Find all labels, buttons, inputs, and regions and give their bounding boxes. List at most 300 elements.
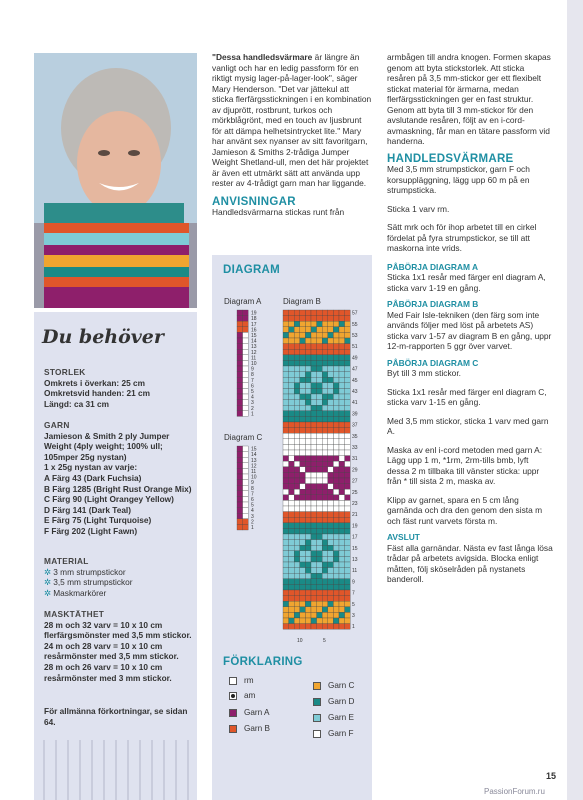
chart-cell bbox=[311, 467, 317, 473]
chart-cell bbox=[305, 584, 311, 590]
chart-cell bbox=[317, 310, 323, 316]
row-label: 57 bbox=[352, 310, 358, 317]
chart-cell bbox=[317, 489, 323, 495]
chart-cell bbox=[300, 338, 306, 344]
chart-cell bbox=[294, 489, 300, 495]
chart-cell bbox=[328, 461, 334, 467]
chart-cell bbox=[305, 551, 311, 557]
list-item-text: C Färg 90 (Light Orangey Yellow) bbox=[44, 494, 174, 505]
chart-cell bbox=[317, 439, 323, 445]
chart-cell bbox=[294, 534, 300, 540]
chart-cell bbox=[328, 601, 334, 607]
chart-cell bbox=[305, 461, 311, 467]
chart-cell bbox=[333, 400, 339, 406]
chart-cell bbox=[305, 456, 311, 462]
chart-cell bbox=[237, 491, 243, 497]
chart-cell bbox=[345, 355, 351, 361]
chart-cell bbox=[289, 344, 295, 350]
row-label: 6 bbox=[251, 497, 254, 503]
chart-cell bbox=[317, 607, 323, 613]
chart-cell bbox=[237, 383, 243, 389]
chart-cell bbox=[317, 534, 323, 540]
chart-cell bbox=[283, 338, 289, 344]
chart-cell bbox=[294, 506, 300, 512]
chart-cell bbox=[289, 556, 295, 562]
chart-cell bbox=[311, 461, 317, 467]
chart-cell bbox=[339, 545, 345, 551]
col-label: 10 bbox=[297, 638, 303, 644]
chart-cell bbox=[283, 573, 289, 579]
chart-cell bbox=[345, 624, 351, 630]
chart-cell bbox=[317, 545, 323, 551]
chart-cell bbox=[305, 523, 311, 529]
chart-cell bbox=[345, 534, 351, 540]
chart-cell bbox=[322, 478, 328, 484]
chart-cell bbox=[300, 428, 306, 434]
legend-label: am bbox=[244, 691, 256, 700]
chart-cell bbox=[237, 310, 243, 316]
chart-cell bbox=[339, 422, 345, 428]
chart-cell bbox=[333, 551, 339, 557]
diagram-b-heading: PÅBÖRJA DIAGRAM B bbox=[387, 299, 479, 309]
chart-cell bbox=[345, 433, 351, 439]
chart-cell bbox=[317, 400, 323, 406]
chart-cell bbox=[311, 344, 317, 350]
chart-cell bbox=[345, 316, 351, 322]
row-label: 2 bbox=[251, 405, 254, 412]
list-item-text: D Färg 141 (Dark Teal) bbox=[44, 504, 131, 515]
chart-cell bbox=[328, 478, 334, 484]
instr-c2: Sticka 1x1 resår med färger enl diagram C, sticka varv 1-15 en gång. bbox=[387, 386, 547, 407]
chart-cell bbox=[345, 349, 351, 355]
row-label: 51 bbox=[352, 344, 358, 351]
chart-cell bbox=[289, 624, 295, 630]
chart-cell bbox=[289, 383, 295, 389]
chart-cell bbox=[339, 551, 345, 557]
chart-cell bbox=[300, 478, 306, 484]
row-label: 49 bbox=[352, 355, 358, 362]
chart-cell bbox=[311, 478, 317, 484]
chart-cell bbox=[294, 568, 300, 574]
chart-cell bbox=[339, 349, 345, 355]
chart-cell bbox=[237, 452, 243, 458]
chart-cell bbox=[333, 584, 339, 590]
chart-cell bbox=[328, 618, 334, 624]
chart-cell bbox=[283, 433, 289, 439]
chart-cell bbox=[328, 411, 334, 417]
chart-cell bbox=[283, 405, 289, 411]
chart-cell bbox=[339, 383, 345, 389]
chart-cell bbox=[317, 416, 323, 422]
list-item-text: B Färg 1285 (Bright Rust Orange Mix) bbox=[44, 483, 192, 494]
instr-c4: Maska av enl i-cord metoden med garn A: Lägg upp 1 m, *1rm, 2rm-tills bmb, lyft dessa 2 m tillbaka till vänster sticka: uppr från * till sista 2 m, maska av. bbox=[387, 444, 543, 486]
list-item-text: 3,5 mm strumpstickor bbox=[53, 577, 133, 588]
chart-cell bbox=[300, 456, 306, 462]
chart-cell bbox=[339, 472, 345, 478]
row-label: 1 bbox=[251, 525, 254, 531]
chart-cell bbox=[283, 383, 289, 389]
chart-cell bbox=[311, 349, 317, 355]
legend-label: Garn B bbox=[244, 724, 270, 733]
chart-cell bbox=[333, 450, 339, 456]
chart-cell bbox=[289, 506, 295, 512]
chart-cell bbox=[322, 355, 328, 361]
row-label: 39 bbox=[352, 411, 358, 418]
chart-cell bbox=[294, 366, 300, 372]
chart-cell bbox=[345, 568, 351, 574]
row-label: 21 bbox=[352, 512, 358, 519]
chart-cell bbox=[289, 545, 295, 551]
chart-cell bbox=[289, 450, 295, 456]
chart-cell bbox=[283, 534, 289, 540]
chart-cell bbox=[345, 506, 351, 512]
chart-cell bbox=[317, 366, 323, 372]
chart-cell bbox=[305, 545, 311, 551]
chart-cell bbox=[317, 624, 323, 630]
row-label: 4 bbox=[251, 394, 254, 401]
chart-cell bbox=[339, 360, 345, 366]
chart-cell bbox=[345, 579, 351, 585]
chart-cell bbox=[322, 411, 328, 417]
chart-cell bbox=[322, 467, 328, 473]
instr-p2: Med 3,5 mm strumpstickor, garn F och korsuppläggning, lägg upp 60 m på en strumpsticka. bbox=[387, 164, 530, 195]
chart-cell bbox=[311, 428, 317, 434]
chart-cell bbox=[339, 327, 345, 333]
list-item-text: Omkrets i överkan: 25 cm bbox=[44, 377, 145, 388]
chart-cell bbox=[300, 467, 306, 473]
chart-cell bbox=[237, 338, 243, 344]
chart-cell bbox=[339, 579, 345, 585]
chart-cell bbox=[345, 388, 351, 394]
chart-cell bbox=[333, 523, 339, 529]
chart-cell bbox=[328, 439, 334, 445]
chart-cell bbox=[345, 478, 351, 484]
chart-cell bbox=[294, 383, 300, 389]
chart-cell bbox=[328, 568, 334, 574]
chart-cell bbox=[339, 394, 345, 400]
chart-cell bbox=[289, 534, 295, 540]
chart-cell bbox=[294, 618, 300, 624]
chart-cell bbox=[300, 444, 306, 450]
chart-cell bbox=[339, 624, 345, 630]
chart-cell bbox=[283, 584, 289, 590]
chart-cell bbox=[243, 355, 249, 361]
chart-cell bbox=[311, 433, 317, 439]
chart-cell bbox=[283, 467, 289, 473]
row-label: 47 bbox=[352, 366, 358, 373]
chart-cell bbox=[328, 450, 334, 456]
chart-cell bbox=[243, 388, 249, 394]
chart-cell bbox=[333, 349, 339, 355]
chart-cell bbox=[322, 517, 328, 523]
chart-cell bbox=[333, 568, 339, 574]
row-label: 1 bbox=[251, 411, 254, 418]
chart-cell bbox=[283, 327, 289, 333]
chart-cell bbox=[311, 624, 317, 630]
chart-cell bbox=[333, 444, 339, 450]
chart-cell bbox=[339, 495, 345, 501]
chart-cell bbox=[243, 474, 249, 480]
chart-cell bbox=[289, 439, 295, 445]
chart-cell bbox=[322, 327, 328, 333]
chart-cell bbox=[333, 596, 339, 602]
chart-cell bbox=[283, 428, 289, 434]
chart-cell bbox=[300, 607, 306, 613]
chart-cell bbox=[311, 355, 317, 361]
chart-cell bbox=[300, 383, 306, 389]
chart-cell bbox=[243, 480, 249, 486]
chart-cell bbox=[300, 556, 306, 562]
chart-cell bbox=[243, 327, 249, 333]
chart-cell bbox=[243, 468, 249, 474]
chart-cell bbox=[300, 416, 306, 422]
chart-cell bbox=[311, 517, 317, 523]
chart-cell bbox=[317, 484, 323, 490]
chart-cell bbox=[305, 517, 311, 523]
chart-cell bbox=[300, 377, 306, 383]
chart-cell bbox=[345, 601, 351, 607]
list-item-text: 3 mm strumpstickor bbox=[53, 566, 126, 577]
chart-cell bbox=[345, 332, 351, 338]
chart-cell bbox=[311, 400, 317, 406]
size-heading: STORLEK bbox=[44, 367, 86, 377]
row-label: 37 bbox=[352, 422, 358, 429]
chart-cell bbox=[289, 601, 295, 607]
chart-cell bbox=[243, 383, 249, 389]
chart-cell bbox=[339, 416, 345, 422]
chart-cell bbox=[294, 394, 300, 400]
chart-cell bbox=[289, 310, 295, 316]
chart-cell bbox=[317, 584, 323, 590]
chart-cell bbox=[345, 310, 351, 316]
chart-cell bbox=[333, 433, 339, 439]
chart-cell bbox=[345, 562, 351, 568]
chart-cell bbox=[289, 394, 295, 400]
chart-cell bbox=[322, 456, 328, 462]
row-label: 12 bbox=[251, 463, 257, 470]
chart-cell bbox=[237, 457, 243, 463]
chart-cell bbox=[300, 484, 306, 490]
row-label: 14 bbox=[251, 452, 257, 459]
chart-cell bbox=[328, 545, 334, 551]
chart-cell bbox=[311, 540, 317, 546]
chart-cell bbox=[311, 489, 317, 495]
chart-cell bbox=[243, 394, 249, 400]
chart-cell bbox=[305, 327, 311, 333]
chart-cell bbox=[333, 416, 339, 422]
diagram-c-heading: PÅBÖRJA DIAGRAM C bbox=[387, 357, 479, 368]
chart-cell bbox=[305, 500, 311, 506]
chart-cell bbox=[311, 556, 317, 562]
chart-cell bbox=[322, 523, 328, 529]
chart-cell bbox=[345, 405, 351, 411]
chart-cell bbox=[317, 596, 323, 602]
chart-cell bbox=[294, 512, 300, 518]
chart-cell bbox=[237, 377, 243, 383]
chart-cell bbox=[294, 556, 300, 562]
chart-cell bbox=[345, 512, 351, 518]
chart-cell bbox=[322, 338, 328, 344]
box-title: Du behöver bbox=[42, 326, 164, 348]
chart-cell bbox=[339, 377, 345, 383]
chart-cell bbox=[300, 310, 306, 316]
chart-cell bbox=[339, 596, 345, 602]
bullet-icon: ✲ bbox=[44, 577, 54, 588]
chart-cell bbox=[237, 513, 243, 519]
chart-cell bbox=[294, 450, 300, 456]
chart-cell bbox=[345, 500, 351, 506]
chart-cell bbox=[322, 624, 328, 630]
chart-cell bbox=[311, 506, 317, 512]
chart-cell bbox=[333, 534, 339, 540]
watermark: PassionForum.ru bbox=[484, 787, 545, 796]
legend-swatch bbox=[229, 677, 237, 685]
chart-cell bbox=[339, 310, 345, 316]
chart-cell bbox=[345, 360, 351, 366]
chart-cell bbox=[333, 467, 339, 473]
chart-cell bbox=[283, 624, 289, 630]
chart-cell bbox=[289, 579, 295, 585]
chart-cell bbox=[289, 461, 295, 467]
chart-cell bbox=[305, 321, 311, 327]
chart-cell bbox=[317, 349, 323, 355]
chart-cell bbox=[317, 360, 323, 366]
chart-cell bbox=[305, 338, 311, 344]
chart-cell bbox=[333, 439, 339, 445]
chart-cell bbox=[300, 450, 306, 456]
chart-cell bbox=[237, 446, 243, 452]
chart-cell bbox=[311, 573, 317, 579]
chart-cell bbox=[333, 478, 339, 484]
chart-cell bbox=[333, 612, 339, 618]
chart-cell bbox=[237, 474, 243, 480]
chart-cell bbox=[300, 612, 306, 618]
chart-cell bbox=[328, 596, 334, 602]
chart-cell bbox=[300, 523, 306, 529]
chart-cell bbox=[339, 433, 345, 439]
chart-cell bbox=[294, 400, 300, 406]
chart-cell bbox=[317, 338, 323, 344]
chart-cell bbox=[345, 327, 351, 333]
chart-cell bbox=[300, 366, 306, 372]
dot-icon bbox=[231, 694, 235, 698]
list-item-text: Längd: ca 31 cm bbox=[44, 398, 110, 409]
list-item-text: 1 x 25g nystan av varje: bbox=[44, 462, 138, 473]
chart-cell bbox=[317, 579, 323, 585]
chart-cell bbox=[333, 618, 339, 624]
chart-cell bbox=[237, 480, 243, 486]
chart-cell bbox=[289, 360, 295, 366]
chart-cell bbox=[300, 618, 306, 624]
legend-label: Garn D bbox=[328, 697, 355, 706]
chart-cell bbox=[311, 383, 317, 389]
chart-cell bbox=[345, 545, 351, 551]
chart-cell bbox=[243, 485, 249, 491]
chart-cell bbox=[333, 456, 339, 462]
chart-cell bbox=[237, 394, 243, 400]
chart-cell bbox=[322, 439, 328, 445]
chart-cell bbox=[311, 456, 317, 462]
chart-cell bbox=[294, 467, 300, 473]
chart-cell bbox=[311, 607, 317, 613]
chart-cell bbox=[283, 540, 289, 546]
chart-cell bbox=[311, 551, 317, 557]
list-item-text: 24 m och 28 varv = 10 x 10 cm resårmönster med 3,5 mm stickor. bbox=[44, 640, 179, 662]
chart-cell bbox=[311, 534, 317, 540]
chart-cell bbox=[322, 310, 328, 316]
anvisningar-text: Handledsvärmarna stickas runt från bbox=[212, 207, 345, 217]
chart-cell bbox=[328, 612, 334, 618]
chart-cell bbox=[289, 512, 295, 518]
chart-cell bbox=[300, 394, 306, 400]
chart-cell bbox=[345, 422, 351, 428]
chart-cell bbox=[317, 612, 323, 618]
chart-cell bbox=[322, 545, 328, 551]
chart-cell bbox=[305, 540, 311, 546]
chart-cell bbox=[294, 517, 300, 523]
chart-cell bbox=[294, 332, 300, 338]
chart-cell bbox=[289, 456, 295, 462]
chart-cell bbox=[345, 551, 351, 557]
chart-cell bbox=[339, 355, 345, 361]
chart-cell bbox=[289, 411, 295, 417]
row-label: 15 bbox=[251, 446, 257, 453]
bullet-icon: ✲ bbox=[44, 587, 54, 598]
chart-cell bbox=[328, 349, 334, 355]
row-label: 15 bbox=[352, 545, 358, 552]
chart-cell bbox=[283, 444, 289, 450]
chart-cell bbox=[237, 463, 243, 469]
chart-cell bbox=[243, 360, 249, 366]
chart-cell bbox=[322, 433, 328, 439]
chart-cell bbox=[311, 439, 317, 445]
row-label: 8 bbox=[251, 485, 254, 492]
chart-cell bbox=[317, 512, 323, 518]
chart-cell bbox=[237, 388, 243, 394]
chart-cell bbox=[294, 500, 300, 506]
legend-swatch bbox=[313, 730, 321, 738]
chart-cell bbox=[328, 405, 334, 411]
chart-cell bbox=[300, 590, 306, 596]
chart-cell bbox=[322, 321, 328, 327]
chart-cell bbox=[243, 524, 249, 530]
chart-cell bbox=[345, 590, 351, 596]
intro-bold: "Dessa handledsvärmare bbox=[212, 52, 313, 62]
chart-cell bbox=[339, 540, 345, 546]
chart-cell bbox=[345, 618, 351, 624]
chart-cell bbox=[322, 489, 328, 495]
chart-cell bbox=[339, 338, 345, 344]
chart-cell bbox=[305, 590, 311, 596]
chart-cell bbox=[328, 484, 334, 490]
chart-cell bbox=[289, 590, 295, 596]
chart-cell bbox=[317, 383, 323, 389]
chart-cell bbox=[289, 607, 295, 613]
chart-cell bbox=[345, 461, 351, 467]
chart-cell bbox=[294, 540, 300, 546]
chart-cell bbox=[328, 573, 334, 579]
chart-cell bbox=[339, 316, 345, 322]
chart-cell bbox=[333, 472, 339, 478]
row-label: 43 bbox=[352, 389, 358, 395]
chart-cell bbox=[328, 327, 334, 333]
chart-cell bbox=[243, 446, 249, 452]
legend-label: Garn A bbox=[244, 708, 270, 717]
chart-cell bbox=[311, 377, 317, 383]
chart-cell bbox=[305, 394, 311, 400]
chart-cell bbox=[328, 472, 334, 478]
list-item-text: Omkretsvid handen: 21 cm bbox=[44, 388, 151, 399]
